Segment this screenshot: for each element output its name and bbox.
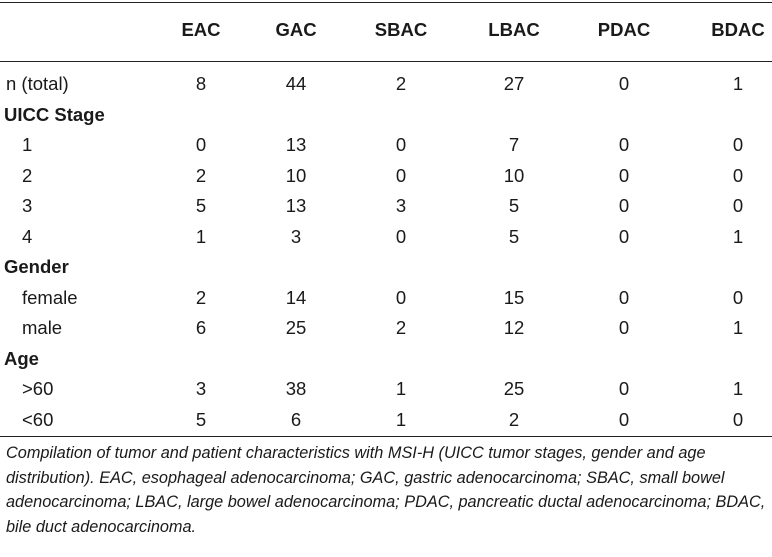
table-cell-eac: 8 bbox=[195, 73, 207, 94]
table-bottom-rule bbox=[0, 436, 772, 437]
section-label: Age bbox=[4, 347, 39, 369]
table-cell-sbac: 0 bbox=[395, 164, 407, 186]
row-label: 4 bbox=[22, 225, 33, 247]
table-cell-bdac: 0 bbox=[732, 195, 744, 216]
row-label: male bbox=[22, 317, 63, 338]
column-header-eac: EAC bbox=[181, 19, 221, 40]
table-cell-lbac: 15 bbox=[503, 286, 525, 308]
table-row bbox=[0, 405, 772, 435]
table-cell-gac: 13 bbox=[285, 134, 307, 155]
table-cell-lbac: 5 bbox=[508, 225, 520, 247]
table-cell-bdac: 1 bbox=[732, 378, 744, 399]
table-cell-gac: 25 bbox=[285, 317, 307, 338]
table-cell-bdac: 0 bbox=[732, 134, 744, 155]
section-header-row bbox=[0, 344, 772, 374]
table-cell-pdac: 0 bbox=[618, 225, 630, 247]
table-cell-pdac: 0 bbox=[618, 164, 630, 186]
table-cell-gac: 14 bbox=[285, 286, 307, 308]
column-header-pdac: PDAC bbox=[597, 19, 651, 40]
table-row bbox=[0, 374, 772, 404]
table-cell-bdac: 0 bbox=[732, 408, 744, 430]
column-header-lbac: LBAC bbox=[488, 19, 540, 40]
table-cell-sbac: 0 bbox=[395, 286, 407, 308]
table-cell-gac: 10 bbox=[285, 164, 307, 186]
table-cell-eac: 0 bbox=[195, 134, 207, 155]
table-cell-sbac: 0 bbox=[395, 134, 407, 155]
row-label: n (total) bbox=[6, 73, 69, 94]
table-cell-bdac: 1 bbox=[732, 317, 744, 338]
table-cell-sbac: 1 bbox=[395, 378, 407, 399]
table-cell-pdac: 0 bbox=[618, 286, 630, 308]
table-cell-sbac: 3 bbox=[395, 195, 407, 216]
section-header-row bbox=[0, 252, 772, 282]
table-cell-lbac: 27 bbox=[503, 73, 525, 94]
table-row bbox=[0, 161, 772, 191]
table-cell-bdac: 0 bbox=[732, 164, 744, 186]
section-label: Gender bbox=[4, 256, 69, 277]
table-cell-eac: 5 bbox=[195, 408, 207, 430]
table-row bbox=[0, 313, 772, 343]
table-top-rule bbox=[0, 2, 772, 3]
row-label: >60 bbox=[22, 378, 54, 399]
table-cell-gac: 6 bbox=[290, 408, 302, 430]
column-header-bdac: BDAC bbox=[711, 19, 765, 40]
row-label: female bbox=[22, 286, 78, 308]
table-cell-pdac: 0 bbox=[618, 378, 630, 399]
table-cell-eac: 1 bbox=[195, 225, 207, 247]
table-row bbox=[0, 191, 772, 221]
table-cell-sbac: 2 bbox=[395, 317, 407, 338]
row-label: 3 bbox=[22, 195, 33, 216]
table-cell-sbac: 1 bbox=[395, 408, 407, 430]
table-cell-lbac: 12 bbox=[503, 317, 525, 338]
table-cell-eac: 3 bbox=[195, 378, 207, 399]
table-cell-lbac: 10 bbox=[503, 164, 525, 186]
table-cell-eac: 2 bbox=[195, 286, 207, 308]
table-cell-bdac: 0 bbox=[732, 286, 744, 308]
column-header-gac: GAC bbox=[275, 19, 317, 40]
table-cell-lbac: 25 bbox=[503, 378, 525, 399]
table-cell-lbac: 2 bbox=[508, 408, 520, 430]
table-cell-gac: 13 bbox=[285, 195, 307, 216]
table-cell-gac: 38 bbox=[285, 378, 307, 399]
table-cell-eac: 2 bbox=[195, 164, 207, 186]
table-row bbox=[0, 69, 772, 99]
table-cell-pdac: 0 bbox=[618, 408, 630, 430]
table-cell-pdac: 0 bbox=[618, 134, 630, 155]
table-cell-lbac: 5 bbox=[508, 195, 520, 216]
section-header-row bbox=[0, 100, 772, 130]
table-cell-bdac: 1 bbox=[732, 73, 744, 94]
table-header-rule bbox=[0, 61, 772, 62]
table-row bbox=[0, 222, 772, 252]
table-cell-sbac: 2 bbox=[395, 73, 407, 94]
row-label: 1 bbox=[22, 134, 33, 155]
row-label: <60 bbox=[22, 408, 54, 430]
column-header-sbac: SBAC bbox=[374, 19, 428, 40]
table-caption: Compilation of tumor and patient characteristics with MSI-H (UICC tumor stages, gender and age distribution). EAC, esophageal adenocarcinoma; GAC, gastric adenocarcinoma; SBAC, small bowel adenocarcinoma; LBAC, large bowel adenocarcinoma; PDAC, pancreatic ductal adenocarcinoma; BDAC, bile duct adenocarcinoma. bbox=[6, 444, 766, 536]
table-row bbox=[0, 130, 772, 160]
table-cell-sbac: 0 bbox=[395, 225, 407, 247]
section-label: UICC Stage bbox=[4, 103, 105, 125]
table-cell-pdac: 0 bbox=[618, 73, 630, 94]
table-cell-gac: 3 bbox=[290, 225, 302, 247]
table-row bbox=[0, 283, 772, 313]
table-cell-bdac: 1 bbox=[732, 225, 744, 247]
row-label: 2 bbox=[22, 164, 33, 186]
table-cell-gac: 44 bbox=[285, 73, 307, 94]
table-cell-pdac: 0 bbox=[618, 317, 630, 338]
table-cell-eac: 5 bbox=[195, 195, 207, 216]
table-cell-lbac: 7 bbox=[508, 134, 520, 155]
table-cell-pdac: 0 bbox=[618, 195, 630, 216]
table-cell-eac: 6 bbox=[195, 317, 207, 338]
